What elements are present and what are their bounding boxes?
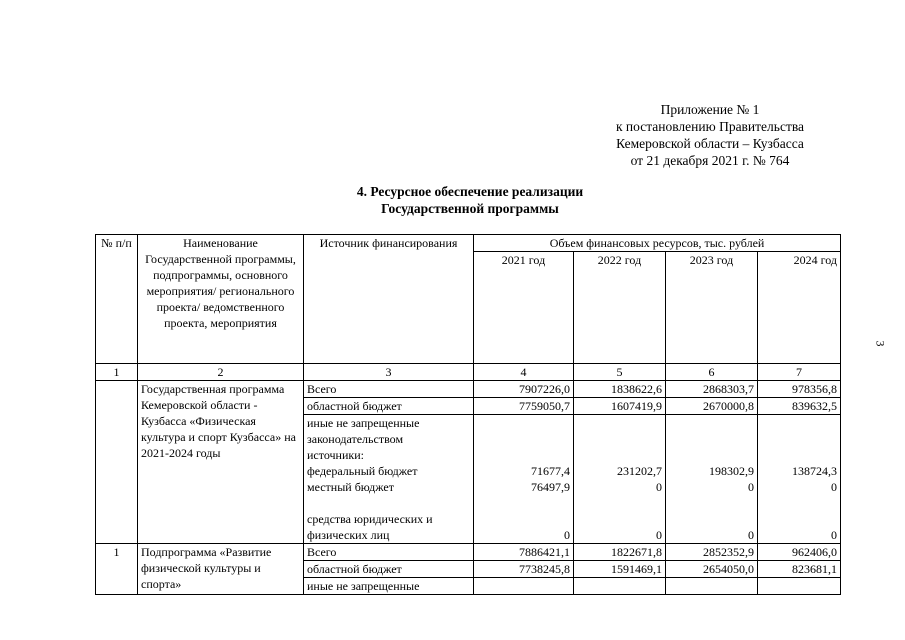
appendix-block (560, 101, 860, 169)
source-label: федеральный бюджет (307, 464, 418, 478)
appendix-line: Приложение № 1 (660, 102, 760, 117)
appendix-line: к постановлению Правительства (615, 119, 805, 134)
value-cell: 0 (656, 480, 662, 494)
value-cell: 2654050,0 (666, 561, 758, 578)
source-label: законодательством (307, 432, 404, 446)
appendix-line: от 21 декабря 2021 г. № 764 (630, 153, 790, 168)
page-number: 3 (873, 340, 888, 347)
value-cell: 1822671,8 (574, 544, 666, 561)
heading-line: 4. Ресурсное обеспечение реализации (356, 184, 584, 199)
other-sources-cell (304, 415, 474, 544)
col-number: 3 (304, 364, 474, 381)
subprogram-name: Подпрограмма «Развитие физической культуры и спорта» (138, 544, 304, 595)
value-cell: 7738245,8 (474, 561, 574, 578)
value-cell: 2852352,9 (666, 544, 758, 561)
value-cell: 962406,0 (758, 544, 841, 561)
section-heading (260, 183, 680, 217)
resource-table (95, 234, 841, 595)
heading-line: Государственной программы (381, 201, 559, 216)
value-cell: 0 (656, 528, 662, 542)
value-cell: 0 (748, 528, 754, 542)
source-label: средства юридических и (307, 512, 433, 526)
value-cell: 0 (831, 480, 838, 494)
program-name: Государственная программа Кемеровской области - Кузбасса «Физическая культура и спорт Кузбасса» на 2021-2024 годы (138, 381, 304, 544)
value-cell: 1838622,6 (574, 381, 666, 398)
source-label: иные не запрещенные (307, 416, 420, 430)
value-cell: 7886421,1 (474, 544, 574, 561)
source-label: иные не запрещенные (304, 578, 474, 595)
source-label: Всего (304, 381, 474, 398)
value-cell: 978356,8 (758, 381, 841, 398)
value-cell: 2868303,7 (666, 381, 758, 398)
header-year: 2023 год (666, 252, 758, 364)
header-year: 2024 год (758, 252, 841, 364)
header-volume: Объем финансовых ресурсов, тыс. рублей (474, 235, 841, 252)
value-cell (758, 578, 841, 595)
col-number: 5 (574, 364, 666, 381)
value-stack (574, 415, 666, 544)
value-cell: 1591469,1 (574, 561, 666, 578)
value-cell: 1607419,9 (574, 398, 666, 415)
value-cell: 823681,1 (758, 561, 841, 578)
header-year: 2022 год (574, 252, 666, 364)
value-cell: 0 (831, 528, 838, 542)
value-stack (666, 415, 758, 544)
value-cell: 138724,3 (792, 464, 838, 478)
source-label: физических лиц (307, 528, 390, 542)
source-label: местный бюджет (307, 480, 394, 494)
value-cell: 0 (564, 528, 570, 542)
value-cell (474, 578, 574, 595)
value-cell: 231202,7 (617, 464, 662, 478)
col-number: 1 (96, 364, 138, 381)
value-cell: 198302,9 (709, 464, 754, 478)
col-number: 6 (666, 364, 758, 381)
value-cell: 0 (748, 480, 754, 494)
col-number: 2 (138, 364, 304, 381)
col-number: 4 (474, 364, 574, 381)
header-source: Источник финансирования (304, 235, 474, 364)
source-label: Всего (304, 544, 474, 561)
subprogram-num: 1 (96, 544, 138, 595)
value-cell (574, 578, 666, 595)
source-label: источники: (307, 448, 364, 462)
value-cell: 839632,5 (758, 398, 841, 415)
value-stack (474, 415, 574, 544)
value-cell: 71677,4 (531, 464, 570, 478)
header-name: Наименование Государственной программы, подпрограммы, основного мероприятия/ регионального проекта/ ведомственного проекта, мероприятия (138, 235, 304, 364)
value-cell: 7907226,0 (474, 381, 574, 398)
value-cell: 76497,9 (531, 480, 570, 494)
value-stack (758, 415, 841, 544)
value-cell (666, 578, 758, 595)
value-cell: 7759050,7 (474, 398, 574, 415)
header-year: 2021 год (474, 252, 574, 364)
col-number: 7 (758, 364, 841, 381)
source-label: областной бюджет (304, 561, 474, 578)
source-label: областной бюджет (304, 398, 474, 415)
appendix-line: Кемеровской области – Кузбасса (616, 136, 804, 151)
program-num-cell (96, 381, 138, 544)
value-cell: 2670000,8 (666, 398, 758, 415)
spacer (307, 495, 470, 511)
header-num: № п/п (96, 235, 138, 364)
